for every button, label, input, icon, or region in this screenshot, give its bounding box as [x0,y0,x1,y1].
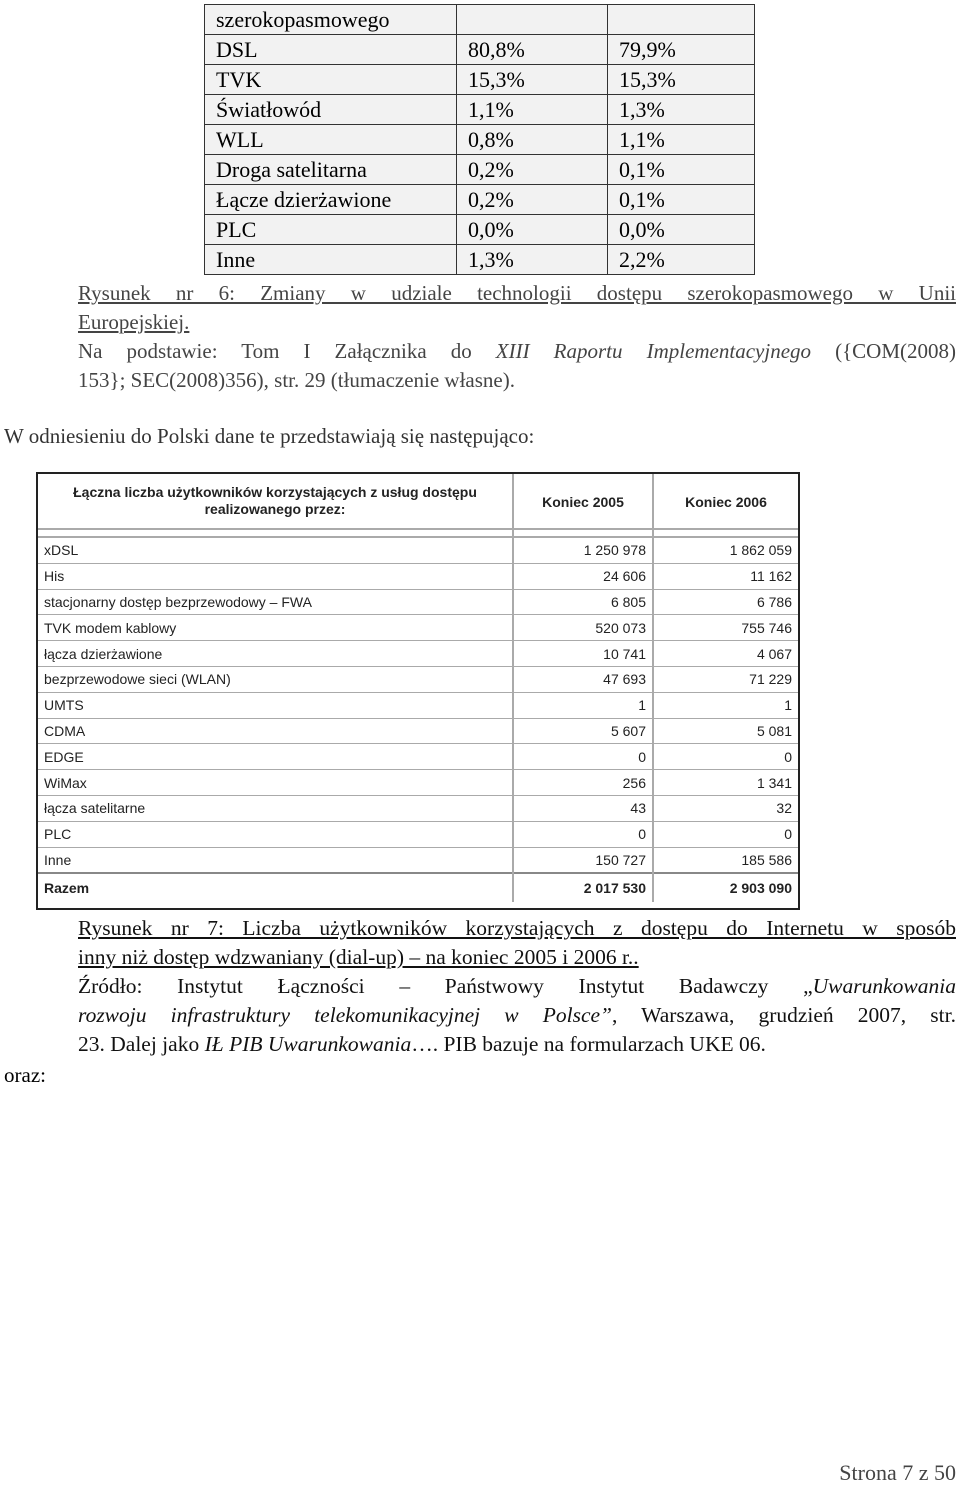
figure6-source-line2 [78,366,956,395]
total-label-cell: Razem [38,873,513,902]
caption-text: Rysunek nr 7: Liczba użytkowników korzystających z dostępu do Internetu w sposób [78,916,956,940]
table-row [38,770,798,796]
access-type-cell: EDGE [38,744,513,770]
source-title: IŁ PIB Uwarunkowania [204,1032,412,1056]
source-title: XIII Raportu Implementacyjnego [495,339,812,363]
share-cell: 1,1% [608,125,755,155]
intro-paragraph: W odniesieniu do Polski dane te przedstawiają się następująco: [4,424,535,448]
share-cell: 15,3% [608,65,755,95]
access-type-cell: łącza satelitarne [38,795,513,821]
share-cell: 1,3% [608,95,755,125]
technology-share-table [204,4,755,275]
table-row [205,185,755,215]
access-type-cell: UMTS [38,692,513,718]
technology-cell: DSL [205,35,457,65]
source-text: Źródło: Instytut Łączności – Państwowy Instytut Badawczy „ [78,974,813,998]
access-type-cell: TVK modem kablowy [38,615,513,641]
table-row [205,245,755,275]
value-2006-cell: 0 [653,821,798,847]
figure7-source-line3 [78,1030,956,1059]
access-type-cell: bezprzewodowe sieci (WLAN) [38,666,513,692]
table-row [38,718,798,744]
figure7-caption-line2 [78,943,956,972]
share-cell: 0,8% [457,125,608,155]
technology-cell: Droga satelitarna [205,155,457,185]
figure7-source-line2 [78,1001,956,1030]
figure6-caption-line2 [78,308,956,337]
table-row [38,589,798,615]
value-2006-cell: 71 229 [653,666,798,692]
value-2005-cell: 0 [513,821,653,847]
figure6-source-line1 [78,337,956,366]
source-text: ({COM(2008) [811,339,956,363]
technology-cell: Łącze dzierżawione [205,185,457,215]
source-text: 153}; SEC(2008)356), str. 29 (tłumaczenie własne). [78,368,515,392]
share-cell: 1,1% [457,95,608,125]
share-cell [608,5,755,35]
value-2006-cell: 6 786 [653,589,798,615]
share-cell: 1,3% [457,245,608,275]
share-cell: 79,9% [608,35,755,65]
access-type-cell: His [38,563,513,589]
share-cell: 2,2% [608,245,755,275]
table-row [205,65,755,95]
table-row [38,744,798,770]
source-text: 23. Dalej jako [78,1032,205,1056]
technology-cell: TVK [205,65,457,95]
value-2005-cell: 47 693 [513,666,653,692]
access-type-cell: Inne [38,847,513,873]
current-page: 7 [902,1460,914,1485]
source-title: Uwarunkowania [812,974,956,998]
table-row [205,5,755,35]
spacer-cell [513,529,653,537]
table-row [38,847,798,873]
caption-text: Europejskiej. [78,310,190,334]
value-2005-cell: 150 727 [513,847,653,873]
value-2006-cell: 185 586 [653,847,798,873]
value-2005-cell: 520 073 [513,615,653,641]
access-type-cell: stacjonarny dostęp bezprzewodowy – FWA [38,589,513,615]
access-type-cell: PLC [38,821,513,847]
figure7-caption-line1 [78,914,956,943]
table-row [205,35,755,65]
table-header-label: Łączna liczba użytkowników korzystających z usług dostępu realizowanego przez: [38,474,513,529]
source-title: rozwoju infrastruktury telekomunikacyjnej w Polsce” [78,1003,613,1027]
technology-cell: PLC [205,215,457,245]
access-type-cell: WiMax [38,770,513,796]
value-2005-cell: 1 [513,692,653,718]
table-row [38,615,798,641]
caption-text: Rysunek nr 6: Zmiany w udziale technologii dostępu szerokopasmowego w Unii [78,281,956,305]
value-2005-cell: 24 606 [513,563,653,589]
share-cell [457,5,608,35]
technology-cell: Światłowód [205,95,457,125]
value-2006-cell: 5 081 [653,718,798,744]
access-type-cell: łącza dzierżawione [38,641,513,667]
source-text: Na podstawie: Tom I Załącznika do [78,339,496,363]
page-separator: z [913,1460,934,1485]
page-number [839,1460,956,1486]
share-cell: 80,8% [457,35,608,65]
figure7-source-line1 [78,972,956,1001]
table-row [38,692,798,718]
poland-users-table [38,474,798,902]
page-prefix: Strona [839,1460,903,1485]
table-row [205,95,755,125]
table-row [38,563,798,589]
poland-users-table-image [36,472,800,910]
table-row [205,155,755,185]
value-2005-cell: 0 [513,744,653,770]
table-row [205,125,755,155]
oraz-text: oraz: [4,1063,46,1087]
value-2005-cell: 43 [513,795,653,821]
share-cell: 0,2% [457,185,608,215]
table-spacer [38,529,798,537]
value-2006-cell: 4 067 [653,641,798,667]
source-text: , Warszawa, grudzień 2007, str. [612,1003,956,1027]
spacer-cell [38,529,513,537]
value-2005-cell: 1 250 978 [513,537,653,563]
technology-cell: szerokopasmowego [205,5,457,35]
access-type-cell: xDSL [38,537,513,563]
value-2005-cell: 256 [513,770,653,796]
figure6-caption-line1 [78,279,956,308]
table-header-2006: Koniec 2006 [653,474,798,529]
value-2006-cell: 1 341 [653,770,798,796]
total-value-cell: 2 017 530 [513,873,653,902]
value-2006-cell: 11 162 [653,563,798,589]
value-2005-cell: 6 805 [513,589,653,615]
caption-text: inny niż dostęp wdzwaniany (dial-up) – na koniec 2005 i 2006 r.. [78,945,639,969]
share-cell: 0,1% [608,155,755,185]
share-cell: 15,3% [457,65,608,95]
access-type-cell: CDMA [38,718,513,744]
value-2006-cell: 0 [653,744,798,770]
share-cell: 0,0% [457,215,608,245]
table-row [38,821,798,847]
table-row [205,215,755,245]
total-value-cell: 2 903 090 [653,873,798,902]
technology-cell: WLL [205,125,457,155]
total-row [38,873,798,902]
table-row [38,666,798,692]
value-2006-cell: 755 746 [653,615,798,641]
value-2005-cell: 5 607 [513,718,653,744]
value-2006-cell: 32 [653,795,798,821]
share-cell: 0,0% [608,215,755,245]
total-pages: 50 [934,1460,956,1485]
table-row [38,641,798,667]
table-row [38,537,798,563]
share-cell: 0,2% [457,155,608,185]
value-2006-cell: 1 862 059 [653,537,798,563]
table-row [38,795,798,821]
technology-cell: Inne [205,245,457,275]
share-cell: 0,1% [608,185,755,215]
source-text: …. PIB bazuje na formularzach UKE 06. [411,1032,766,1056]
table-header-2005: Koniec 2005 [513,474,653,529]
value-2005-cell: 10 741 [513,641,653,667]
value-2006-cell: 1 [653,692,798,718]
spacer-cell [653,529,798,537]
